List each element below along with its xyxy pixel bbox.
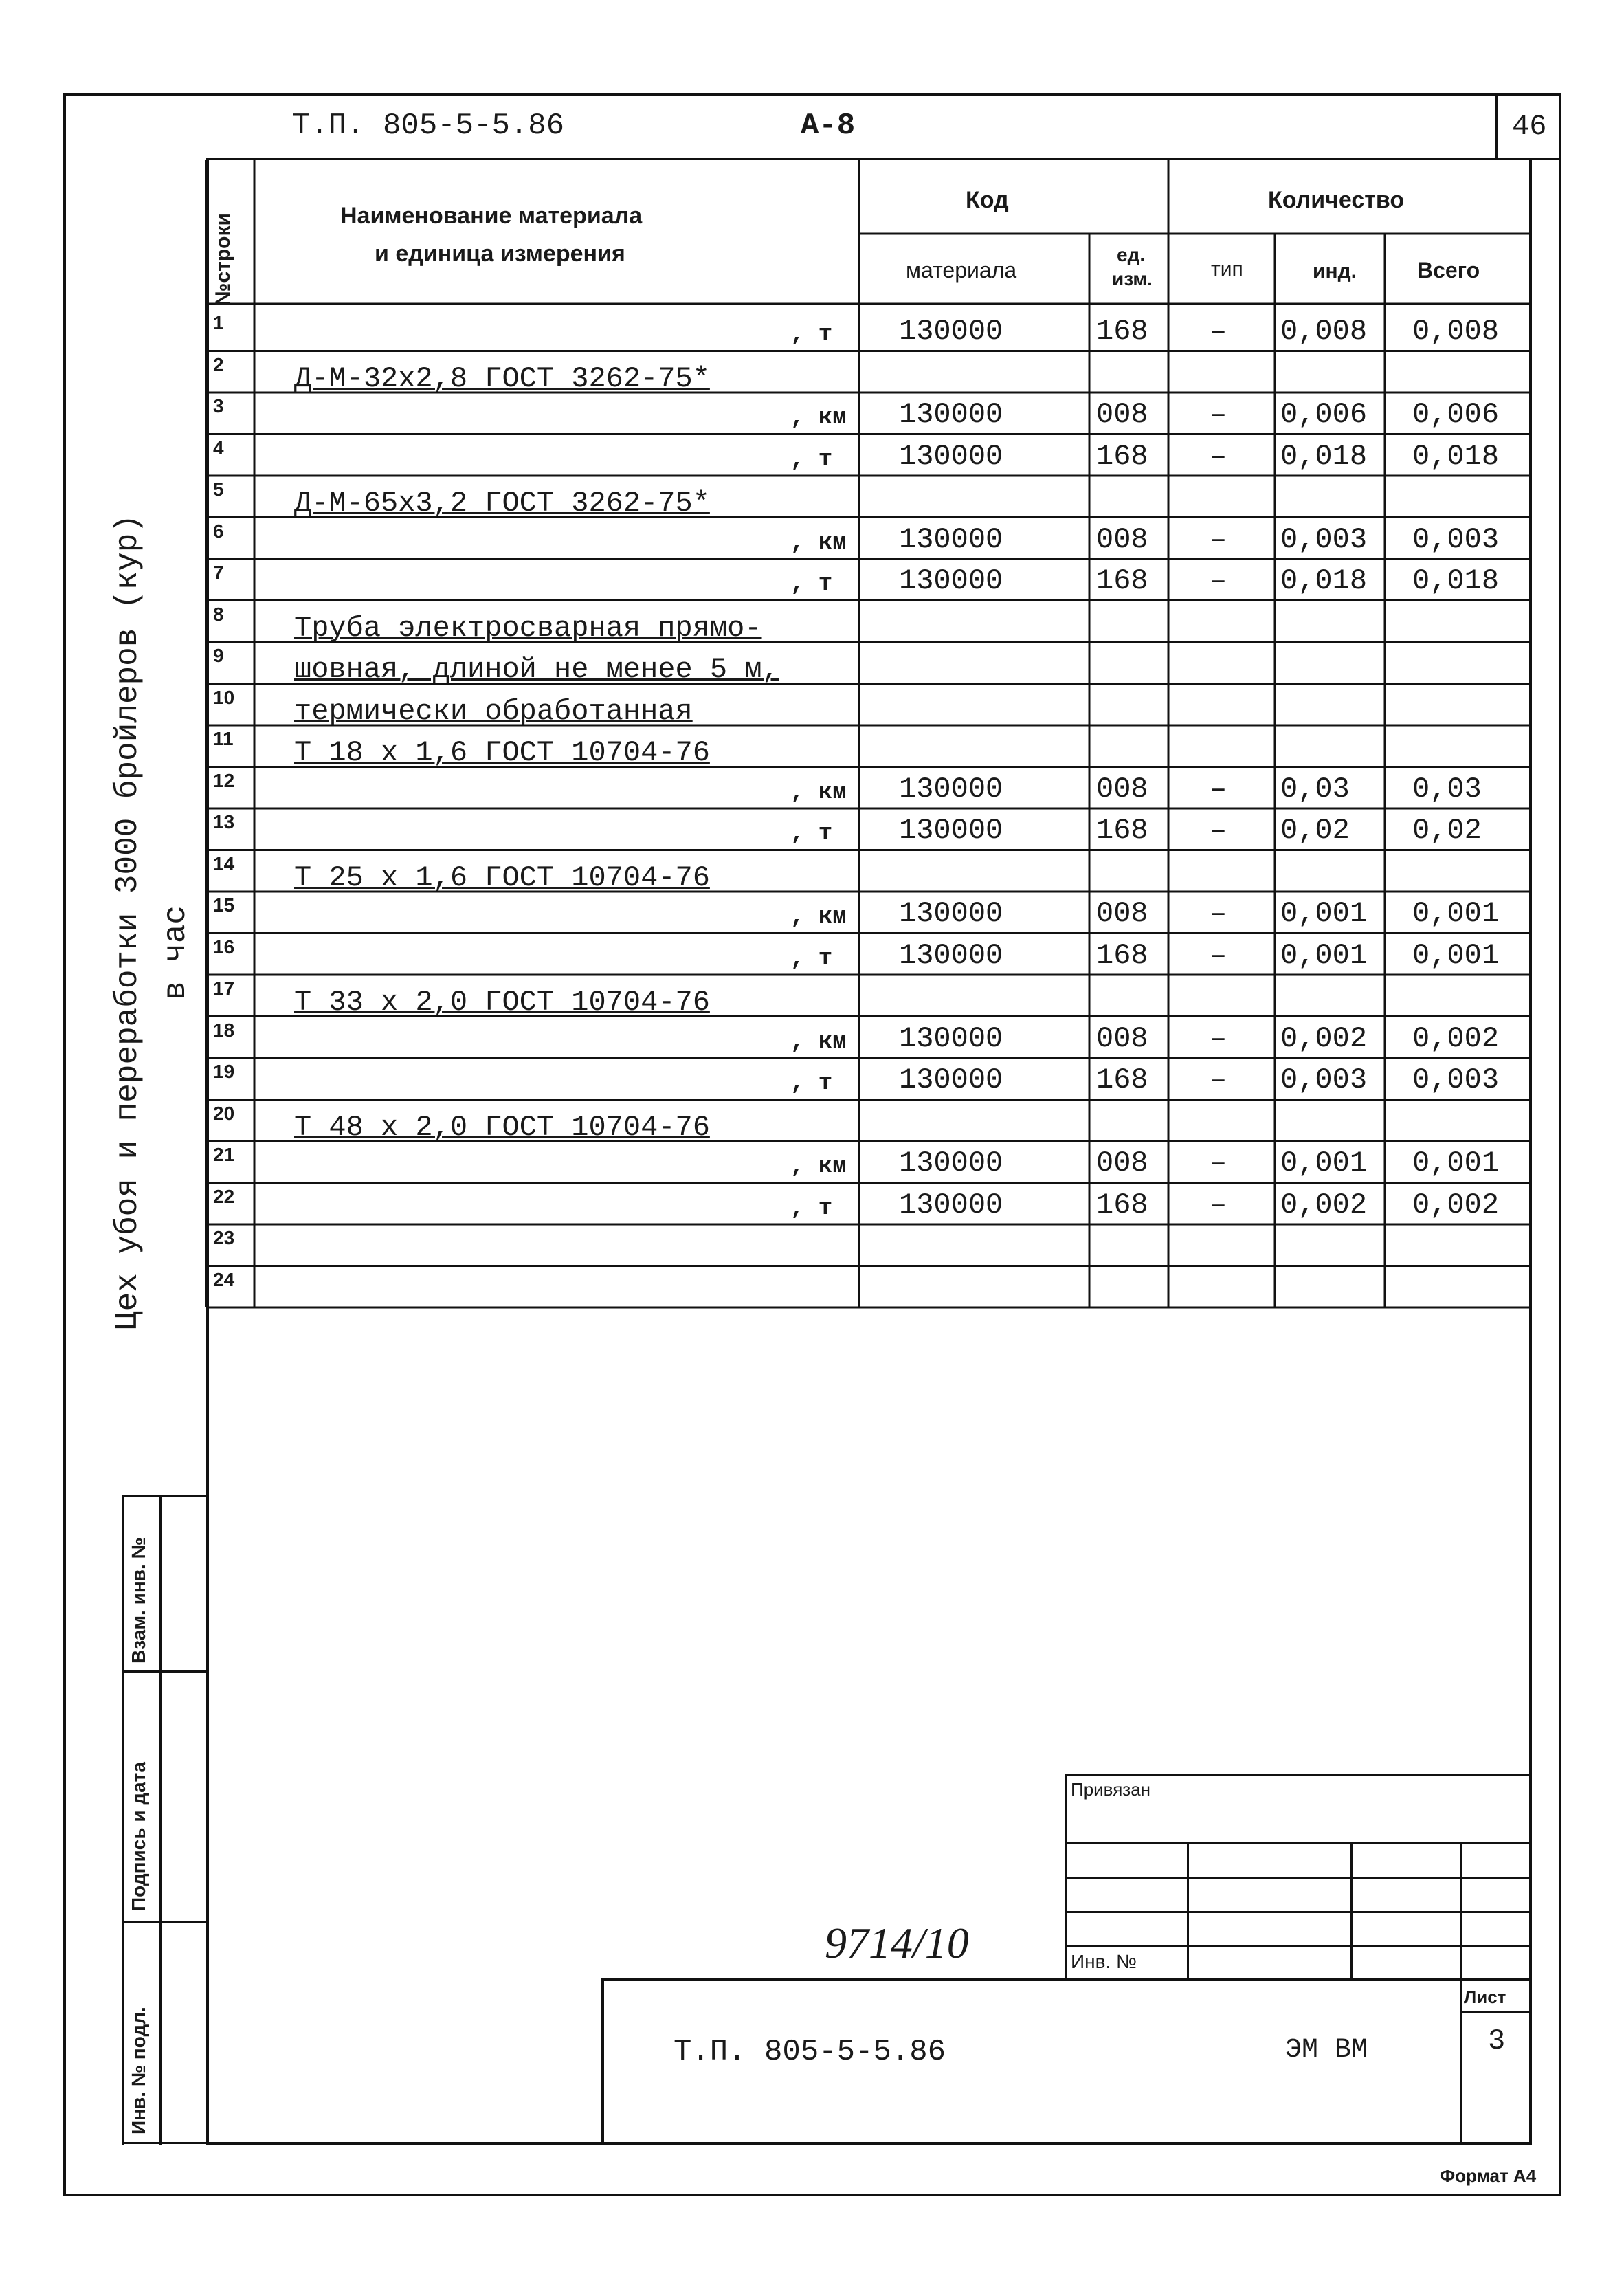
material-code: 130000 [899, 1147, 1003, 1180]
unit-code: 168 [1096, 315, 1148, 348]
material-unit: , т [790, 446, 833, 473]
material-unit: , км [790, 904, 847, 930]
tb-inv-no: Инв. № [1071, 1951, 1137, 1972]
qty-individual: 0,03 [1280, 772, 1350, 806]
inner-frame-right [1529, 158, 1532, 2145]
col-header-qty-total: Всего [1417, 258, 1480, 283]
row-number: 16 [213, 936, 235, 958]
row-number: 9 [213, 645, 224, 666]
tb-vcol-1 [1187, 1842, 1189, 1980]
tb-privyazan: Привязан [1071, 1779, 1151, 1800]
tb-vcol-2 [1350, 1842, 1353, 1980]
row-number: 5 [213, 478, 224, 500]
handwritten-number: 9714/10 [825, 1919, 969, 1967]
row-number: 11 [213, 728, 234, 749]
material-name: Т 33 х 2,0 ГОСТ 10704-76 [294, 986, 710, 1019]
frame-right [1559, 93, 1561, 2196]
tb-doc-code: Т.П. 805-5-5.86 [674, 2035, 946, 2069]
row-number: 21 [213, 1144, 235, 1165]
stamp-podpis: Подпись и дата [128, 1762, 149, 1911]
row-number: 7 [213, 562, 224, 583]
qty-type: – [1210, 564, 1227, 597]
stamp-div-1 [122, 1670, 208, 1673]
material-code: 130000 [899, 564, 1003, 597]
row-number: 10 [213, 686, 235, 708]
material-unit: , т [790, 571, 833, 597]
qty-type: – [1210, 398, 1227, 431]
material-code: 130000 [899, 439, 1003, 473]
row-number: 15 [213, 894, 235, 916]
unit-code: 168 [1096, 439, 1148, 473]
material-code: 130000 [899, 522, 1003, 556]
col-header-code-unit-1: ед. [1117, 244, 1146, 265]
qty-type: – [1210, 1063, 1227, 1096]
col-header-code-material: материала [906, 258, 1017, 283]
tb-list-label: Лист [1464, 1987, 1506, 2007]
material-name: Т 25 х 1,6 ГОСТ 10704-76 [294, 861, 710, 894]
row-number: 24 [213, 1268, 235, 1290]
material-name: термически обработанная [294, 694, 693, 728]
qty-individual: 0,001 [1280, 938, 1368, 972]
unit-code: 008 [1096, 772, 1148, 806]
vertical-title-line2: в час [158, 905, 194, 1000]
material-name: шовная, длиной не менее 5 м, [294, 653, 779, 686]
stamp-col-left [122, 1495, 124, 2145]
footer-format: Формат А4 [1440, 2165, 1537, 2186]
qty-total: 0,002 [1412, 1022, 1500, 1055]
qty-individual: 0,02 [1280, 814, 1350, 847]
unit-code: 168 [1096, 564, 1148, 597]
row-number: 1 [213, 312, 224, 333]
material-code: 130000 [899, 1022, 1003, 1055]
unit-code: 168 [1096, 938, 1148, 972]
tb-main-top [601, 1978, 1532, 1981]
material-code: 130000 [899, 1188, 1003, 1222]
qty-individual: 0,002 [1280, 1022, 1368, 1055]
material-code: 130000 [899, 1063, 1003, 1096]
material-code: 130000 [899, 772, 1003, 806]
stamp-top [122, 1495, 208, 1497]
stamp-vzam: Взам. инв. № [128, 1537, 149, 1664]
row-number: 4 [213, 437, 224, 459]
qty-individual: 0,018 [1280, 564, 1368, 597]
col-header-rownum: №строки [212, 213, 234, 306]
material-unit: , км [790, 405, 847, 431]
page-number-divider [1495, 93, 1498, 160]
header-album: А-8 [801, 109, 856, 143]
row-number: 12 [213, 769, 235, 791]
qty-individual: 0,002 [1280, 1188, 1368, 1222]
row-number: 23 [213, 1227, 235, 1248]
qty-individual: 0,003 [1280, 522, 1368, 556]
material-unit: , км [790, 1153, 847, 1180]
row-number: 8 [213, 603, 224, 625]
material-code: 130000 [899, 938, 1003, 972]
qty-total: 0,003 [1412, 522, 1500, 556]
material-code: 130000 [899, 897, 1003, 930]
qty-individual: 0,018 [1280, 439, 1368, 473]
tb-vcol-3 [1460, 1842, 1462, 2145]
tb-mark: ЭМ ВМ [1285, 2035, 1368, 2066]
material-unit: , т [790, 322, 833, 348]
qty-total: 0,02 [1412, 814, 1482, 847]
qty-type: – [1210, 1188, 1227, 1222]
col-header-code-unit-2: изм. [1112, 268, 1153, 289]
qty-type: – [1210, 814, 1227, 847]
qty-total: 0,003 [1412, 1063, 1500, 1096]
qty-total: 0,001 [1412, 938, 1500, 972]
material-name: Т 48 х 2,0 ГОСТ 10704-76 [294, 1110, 710, 1144]
unit-code: 008 [1096, 897, 1148, 930]
qty-type: – [1210, 1147, 1227, 1180]
unit-code: 008 [1096, 1022, 1148, 1055]
frame-top [63, 93, 1561, 96]
unit-code: 008 [1096, 522, 1148, 556]
qty-total: 0,008 [1412, 315, 1500, 348]
inner-frame-left [206, 158, 209, 2145]
col-header-qty: Количество [1268, 187, 1405, 213]
qty-type: – [1210, 897, 1227, 930]
unit-code: 168 [1096, 1063, 1148, 1096]
row-number: 17 [213, 978, 235, 999]
qty-type: – [1210, 522, 1227, 556]
qty-total: 0,001 [1412, 1147, 1500, 1180]
inner-frame-bottom [206, 2142, 1532, 2145]
material-unit: , т [790, 1195, 833, 1222]
header-line [206, 158, 1560, 160]
qty-total: 0,006 [1412, 398, 1500, 431]
qty-total: 0,001 [1412, 897, 1500, 930]
tb-list-number: 3 [1488, 2024, 1506, 2057]
col-header-name-1: Наименование материала [340, 203, 643, 229]
material-unit: , км [790, 1028, 847, 1055]
row-number: 20 [213, 1102, 235, 1124]
material-unit: , т [790, 1070, 833, 1096]
row-number: 13 [213, 811, 235, 832]
col-header-code: Код [966, 187, 1009, 213]
row-number: 14 [213, 852, 235, 874]
tb-list-div [1460, 2011, 1532, 2013]
col-header-qty-type: тип [1211, 258, 1243, 280]
tb-main-left [601, 1978, 604, 2145]
material-unit: , т [790, 945, 833, 972]
stamp-div-2 [122, 1921, 208, 1923]
vertical-title: Цех убоя и переработки 3000 бройлеров (кур) [110, 514, 146, 1330]
material-unit: , т [790, 821, 833, 847]
material-unit: , км [790, 779, 847, 806]
unit-code: 168 [1096, 1188, 1148, 1222]
material-code: 130000 [899, 398, 1003, 431]
tb-outer-top [1065, 1774, 1532, 1776]
qty-individual: 0,008 [1280, 315, 1368, 348]
qty-type: – [1210, 439, 1227, 473]
col-header-name-2: и единица измерения [375, 241, 625, 267]
frame-bottom [63, 2194, 1561, 2196]
material-code: 130000 [899, 814, 1003, 847]
page-number: 46 [1512, 110, 1547, 143]
qty-type: – [1210, 938, 1227, 972]
qty-type: – [1210, 315, 1227, 348]
unit-code: 008 [1096, 398, 1148, 431]
qty-individual: 0,006 [1280, 398, 1368, 431]
col-header-qty-ind: инд. [1313, 260, 1357, 283]
material-name: Т 18 х 1,6 ГОСТ 10704-76 [294, 736, 710, 769]
qty-individual: 0,001 [1280, 897, 1368, 930]
row-number: 6 [213, 520, 224, 542]
stamp-bottom [122, 2142, 208, 2144]
row-number: 18 [213, 1019, 235, 1041]
row-number: 3 [213, 395, 224, 417]
material-unit: , км [790, 529, 847, 556]
qty-total: 0,018 [1412, 439, 1500, 473]
qty-type: – [1210, 772, 1227, 806]
row-number: 19 [213, 1061, 235, 1082]
frame-left [63, 93, 66, 2196]
material-code: 130000 [899, 315, 1003, 348]
qty-type: – [1210, 1022, 1227, 1055]
row-number: 2 [213, 353, 224, 375]
header-doc-code: Т.П. 805-5-5.86 [292, 109, 565, 143]
row-number: 22 [213, 1185, 235, 1207]
material-name: Д-М-32х2,8 ГОСТ 3262-75* [294, 362, 710, 395]
stamp-inv: Инв. № подл. [128, 2007, 149, 2134]
unit-code: 168 [1096, 814, 1148, 847]
qty-total: 0,03 [1412, 772, 1482, 806]
stamp-col-right [159, 1495, 162, 2145]
qty-individual: 0,001 [1280, 1147, 1368, 1180]
qty-individual: 0,003 [1280, 1063, 1368, 1096]
material-name: Труба электросварная прямо- [294, 611, 762, 645]
qty-total: 0,002 [1412, 1188, 1500, 1222]
material-name: Д-М-65х3,2 ГОСТ 3262-75* [294, 487, 710, 520]
qty-total: 0,018 [1412, 564, 1500, 597]
unit-code: 008 [1096, 1147, 1148, 1180]
